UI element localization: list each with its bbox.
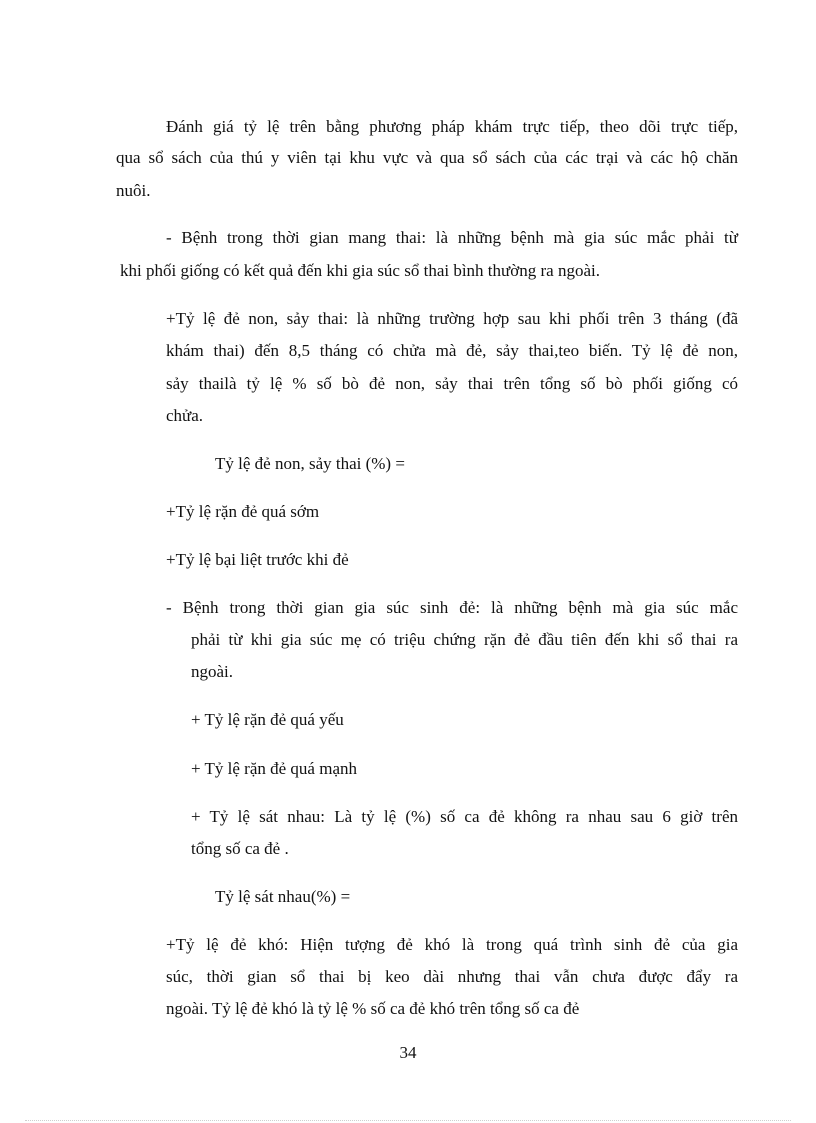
abortion-line-4: chửa. [166, 406, 204, 425]
abortion-line-2: khám thai) đến 8,5 tháng có chửa mà đẻ, sảy thai,teo biến. Tỷ lệ đẻ non, [166, 341, 738, 360]
retained-placenta-line-2: tổng số ca đẻ . [191, 839, 289, 858]
paralysis-item: +Tỷ lệ bại liệt trước khi đẻ [166, 550, 349, 569]
dystocia-line-3: ngoài. Tỷ lệ đẻ khó là tỷ lệ % số ca đẻ khó trên tổng số ca đẻ [166, 999, 580, 1018]
bullet-birth-line-1: - Bệnh trong thời gian gia súc sinh đẻ: là những bệnh mà gia súc mắc [166, 598, 738, 617]
dystocia-line-1: +Tỷ lệ đẻ khó: Hiện tượng đẻ khó là trong quá trình sinh đẻ của gia [166, 935, 738, 954]
bullet-pregnancy-line-2: khi phối giống có kết quả đến khi gia súc sổ thai bình thường ra ngoài. [120, 261, 600, 280]
strong-straining-item: + Tỷ lệ rặn đẻ quá mạnh [191, 759, 357, 778]
page-bottom-rule [25, 1120, 791, 1121]
intro-line-3: nuôi. [116, 181, 151, 200]
retained-placenta-line-1: + Tỷ lệ sát nhau: Là tỷ lệ (%) số ca đẻ không ra nhau sau 6 giờ trên [191, 807, 738, 826]
bullet-birth-line-2: phải từ khi gia súc mẹ có triệu chứng rặn đẻ đầu tiên đến khi sổ thai ra [191, 630, 738, 649]
intro-line-2: qua sổ sách của thú y viên tại khu vực và qua sổ sách của các trại và các hộ chăn [116, 148, 738, 167]
bullet-pregnancy-line-1: - Bệnh trong thời gian mang thai: là những bệnh mà gia súc mắc phải từ [166, 228, 738, 247]
weak-straining-item: + Tỷ lệ rặn đẻ quá yếu [191, 710, 344, 729]
page-number: 34 [399, 1043, 417, 1062]
formula-retained-placenta: Tỷ lệ sát nhau(%) = [215, 887, 351, 906]
dystocia-line-2: súc, thời gian sổ thai bị keo dài nhưng thai vẫn chưa được đẩy ra [166, 967, 738, 986]
formula-abortion: Tỷ lệ đẻ non, sảy thai (%) = [215, 454, 405, 473]
intro-line-1: Đánh giá tỷ lệ trên bằng phương pháp khám trực tiếp, theo dõi trực tiếp, [166, 117, 738, 136]
early-straining-item: +Tỷ lệ rặn đẻ quá sớm [166, 502, 320, 521]
bullet-birth-line-3: ngoài. [191, 662, 234, 681]
abortion-line-3: sảy thailà tỷ lệ % số bò đẻ non, sảy thai trên tổng số bò phối giống có [166, 374, 738, 393]
abortion-line-1: +Tỷ lệ đẻ non, sảy thai: là những trường hợp sau khi phối trên 3 tháng (đã [166, 309, 738, 328]
